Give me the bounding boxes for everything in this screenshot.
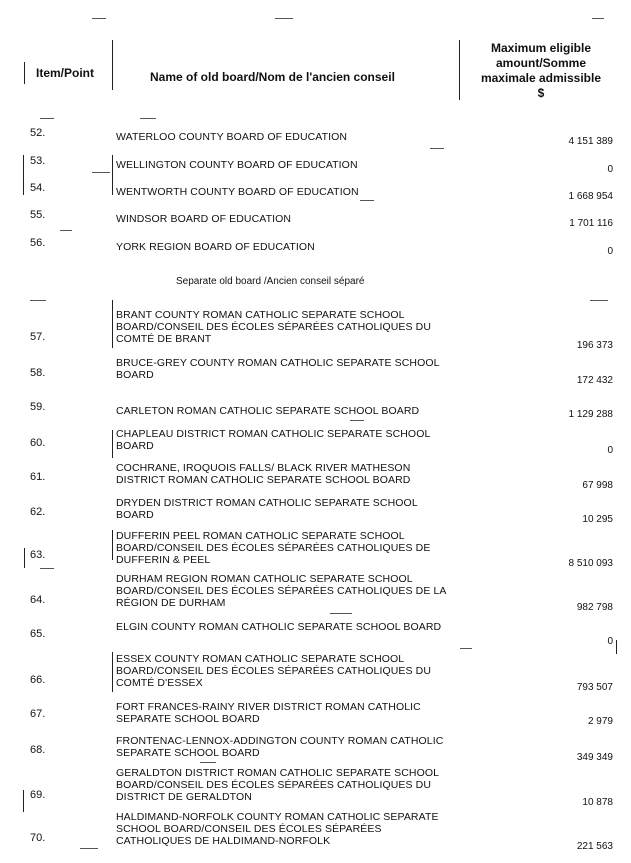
board-name: DRYDEN DISTRICT ROMAN CATHOLIC SEPARATE SCHOOL BOARD [116, 497, 418, 521]
amount-header-line: $ [537, 86, 545, 100]
item-number: 65. [30, 628, 46, 640]
name-column-header: Name of old board/Nom de l'ancien conseil [150, 70, 395, 84]
scan-dash [430, 148, 444, 149]
column-rule [112, 430, 113, 458]
scan-dash [330, 613, 352, 614]
board-name: DURHAM REGION ROMAN CATHOLIC SEPARATE SCHOOL BOARD/CONSEIL DES ÉCOLES SÉPARÉES CATHOLIQUES DE LA RÉGION DE DURHAM [116, 573, 446, 609]
amount-value: 0 [607, 636, 613, 647]
column-rule [23, 790, 24, 812]
item-number: 68. [30, 744, 46, 756]
board-name: HALDIMAND-NORFOLK COUNTY ROMAN CATHOLIC SEPARATE SCHOOL BOARD/CONSEIL DES ÉCOLES SÉPARÉES CATHOLIQUES DE HALDIMAND-NORFOLK [116, 811, 439, 847]
item-number: 60. [30, 437, 46, 449]
item-number: 52. [30, 127, 46, 139]
board-name: FORT FRANCES-RAINY RIVER DISTRICT ROMAN CATHOLIC SEPARATE SCHOOL BOARD [116, 701, 421, 725]
amount-header-line: amount/Somme [495, 56, 586, 70]
scan-dash [592, 18, 604, 19]
item-number: 56. [30, 237, 46, 249]
board-name: CARLETON ROMAN CATHOLIC SEPARATE SCHOOL BOARD [116, 405, 420, 417]
scan-dash [60, 230, 72, 231]
section-label: Separate old board /Ancien conseil séparé [176, 276, 365, 287]
column-rule [24, 62, 25, 84]
column-rule [112, 300, 113, 348]
board-name: WATERLOO COUNTY BOARD OF EDUCATION [116, 131, 348, 143]
amount-value: 1 668 954 [568, 191, 613, 202]
amount-value: 0 [607, 445, 613, 456]
scan-dash [80, 848, 98, 849]
scan-dash [92, 18, 106, 19]
board-name: YORK REGION BOARD OF EDUCATION [116, 241, 315, 253]
item-number: 58. [30, 367, 46, 379]
item-number: 53. [30, 155, 46, 167]
scan-dash [40, 118, 54, 119]
scan-dash [275, 18, 293, 19]
amount-value: 2 979 [587, 716, 613, 727]
item-number: 54. [30, 182, 46, 194]
board-name: DUFFERIN PEEL ROMAN CATHOLIC SEPARATE SCHOOL BOARD/CONSEIL DES ÉCOLES SÉPARÉES CATHOLIQUES DE DUFFERIN & PEEL [116, 530, 431, 566]
column-rule [112, 155, 113, 195]
column-rule [616, 640, 617, 654]
board-name: FRONTENAC-LENNOX-ADDINGTON COUNTY ROMAN CATHOLIC SEPARATE SCHOOL BOARD [116, 735, 444, 759]
scan-dash [30, 300, 46, 301]
amount-value: 67 998 [582, 480, 613, 491]
item-number: 66. [30, 674, 46, 686]
amount-value: 1 129 288 [568, 409, 613, 420]
board-name: COCHRANE, IROQUOIS FALLS/ BLACK RIVER MATHESON DISTRICT ROMAN CATHOLIC SEPARATE SCHOOL BOARD [116, 462, 411, 486]
item-number: 62. [30, 506, 46, 518]
column-rule [24, 548, 25, 568]
board-name: WENTWORTH COUNTY BOARD OF EDUCATION [116, 186, 359, 198]
scan-dash [40, 568, 54, 569]
scan-dash [460, 648, 472, 649]
item-number: 59. [30, 401, 46, 413]
item-number: 69. [30, 789, 46, 801]
scan-dash [200, 762, 216, 763]
amount-value: 4 151 389 [568, 136, 613, 147]
board-name: CHAPLEAU DISTRICT ROMAN CATHOLIC SEPARATE SCHOOL BOARD [116, 428, 431, 452]
amount-value: 0 [607, 246, 613, 257]
scan-dash [350, 420, 364, 421]
column-rule [112, 652, 113, 692]
board-name: ELGIN COUNTY ROMAN CATHOLIC SEPARATE SCHOOL BOARD [116, 621, 442, 633]
amount-value: 0 [607, 164, 613, 175]
scan-dash [360, 200, 374, 201]
scan-dash [92, 172, 110, 173]
column-rule [23, 155, 24, 195]
board-name: WELLINGTON COUNTY BOARD OF EDUCATION [116, 159, 358, 171]
amount-value: 221 563 [576, 841, 613, 852]
board-name: GERALDTON DISTRICT ROMAN CATHOLIC SEPARATE SCHOOL BOARD/CONSEIL DES ÉCOLES SÉPARÉES CATHOLIQUES DU DISTRICT DE GERALDTON [116, 767, 439, 803]
scan-dash [590, 300, 608, 301]
board-name: ESSEX COUNTY ROMAN CATHOLIC SEPARATE SCHOOL BOARD/CONSEIL DES ÉCOLES SÉPARÉES CATHOLIQUES DU COMTÉ D'ESSEX [116, 653, 432, 689]
amount-value: 10 295 [582, 514, 613, 525]
item-column-header: Item/Point [36, 66, 95, 80]
amount-value: 196 373 [576, 340, 613, 351]
column-rule [459, 40, 460, 100]
board-name: BRUCE-GREY COUNTY ROMAN CATHOLIC SEPARATE SCHOOL BOARD [116, 357, 440, 381]
column-rule [112, 530, 113, 560]
amount-value: 1 701 116 [569, 218, 613, 229]
amount-value: 793 507 [576, 682, 613, 693]
amount-column-header [466, 41, 616, 101]
board-name: WINDSOR BOARD OF EDUCATION [116, 213, 292, 225]
item-number: 63. [30, 549, 46, 561]
amount-value: 10 878 [582, 797, 613, 808]
item-number: 64. [30, 594, 46, 606]
board-name: BRANT COUNTY ROMAN CATHOLIC SEPARATE SCHOOL BOARD/CONSEIL DES ÉCOLES SÉPARÉES CATHOLIQUES DU COMTÉ DE BRANT [116, 309, 432, 345]
item-number: 67. [30, 708, 46, 720]
column-rule [112, 40, 113, 90]
scan-dash [140, 118, 156, 119]
item-number: 57. [30, 331, 46, 343]
amount-value: 172 432 [576, 375, 613, 386]
item-number: 70. [30, 832, 46, 844]
amount-value: 982 798 [576, 602, 613, 613]
item-number: 61. [30, 471, 46, 483]
amount-header-line: Maximum eligible [490, 41, 592, 55]
amount-header-line: maximale admissible [480, 71, 602, 85]
item-number: 55. [30, 209, 46, 221]
amount-value: 349 349 [576, 752, 613, 763]
amount-value: 8 510 093 [568, 558, 613, 569]
